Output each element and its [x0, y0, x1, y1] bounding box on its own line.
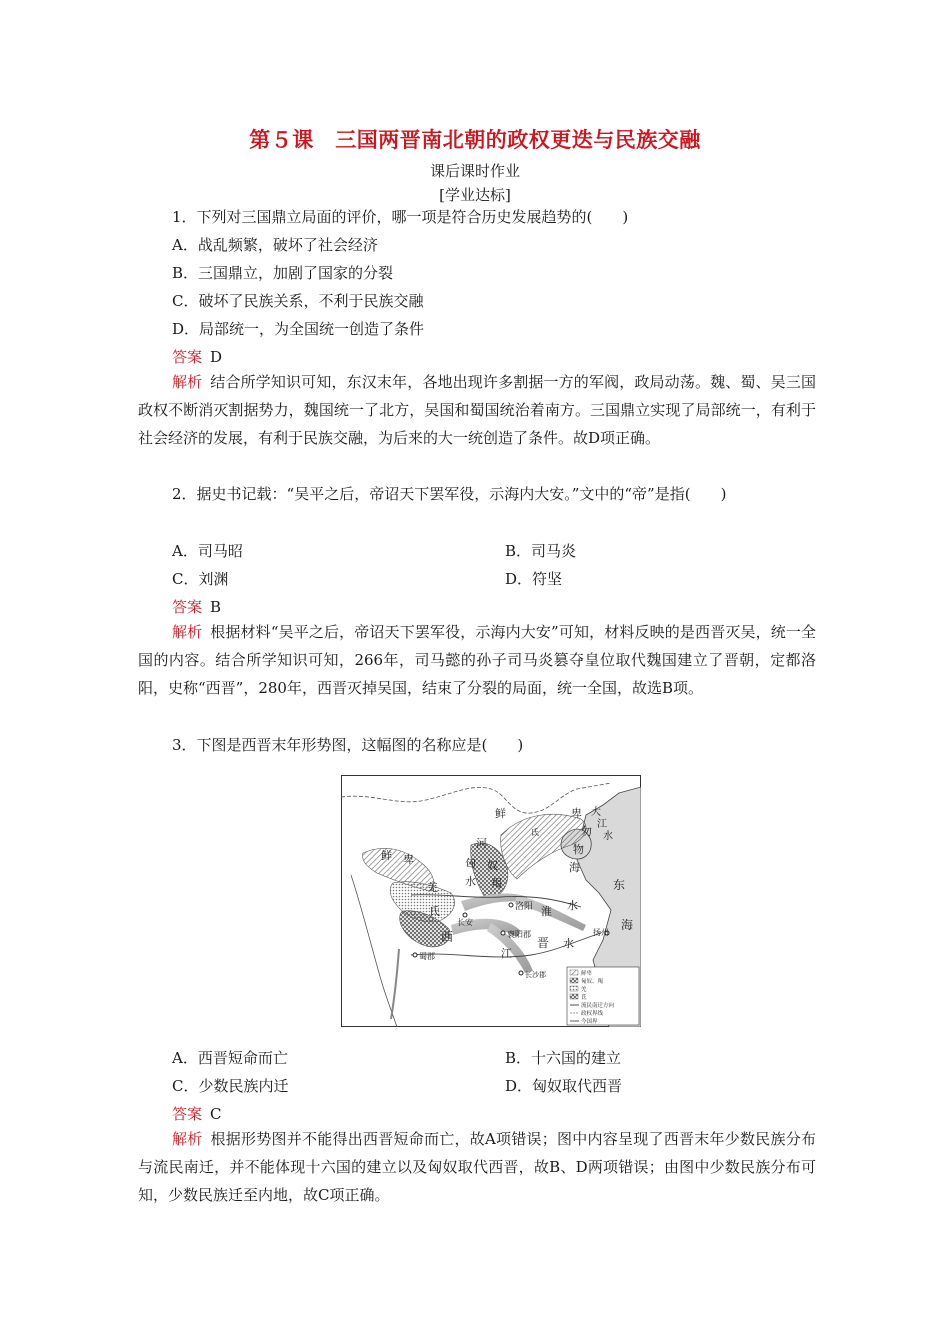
map-label: 蜀郡 [419, 952, 435, 961]
legend-swatch [570, 986, 578, 991]
question-2-stem: 2．据史书记载：“吴平之后，帝诏天下罢军役，示海内大安。”文中的“帝”是指( ) [172, 485, 727, 503]
question-2-answer [172, 597, 221, 617]
legend-label: 羌 [581, 987, 587, 993]
map-label: 羯 [491, 877, 502, 890]
map-label: 水 [563, 937, 574, 950]
map-label: 卑 [571, 807, 582, 820]
question-3-option-d: D．匈奴取代西晋 [505, 1077, 623, 1095]
analysis-label: 解析 [172, 623, 203, 641]
legend-swatch [570, 994, 578, 999]
question-2-option-d: D．符坚 [505, 570, 563, 588]
map-label: 海 [569, 861, 580, 874]
changsha-marker [519, 971, 523, 975]
question-3-option-c: C．少数民族内迁 [172, 1077, 289, 1095]
map-label: 匈 [465, 857, 476, 870]
map-label: 大 [591, 807, 601, 818]
legend-swatch [570, 970, 578, 975]
answer-label: 答案 [172, 1105, 203, 1123]
question-1-option-b: B．三国鼎立，加剧了国家的分裂 [172, 264, 394, 282]
analysis-label: 解析 [172, 1130, 203, 1148]
map-label: 卑 [403, 853, 414, 866]
map-label: 江 [597, 819, 607, 830]
map-label: 鲜 [381, 849, 392, 862]
legend-label: 匈奴、羯 [581, 979, 604, 985]
map-label: 水 [465, 875, 476, 888]
legend-label: 政权界线 [581, 1011, 604, 1017]
answer-value: C [210, 1105, 222, 1123]
question-2-option-a: A．司马昭 [172, 542, 243, 560]
question-3-option-b: B．十六国的建立 [505, 1049, 622, 1067]
page-title: 第５课 三国两晋南北朝的政权更迭与民族交融 [249, 128, 701, 152]
map-label: 江 [501, 947, 512, 960]
changan-marker [463, 913, 467, 917]
question-1-option-d: D．局部统一，为全国统一创造了条件 [172, 320, 425, 338]
map-label: 长沙郡 [525, 971, 546, 979]
question-1-analysis [138, 368, 816, 452]
page-subtitle: 课后课时作业 [429, 162, 520, 180]
map-legend [567, 967, 639, 1025]
map-label: 鲜 [495, 807, 506, 820]
map-label: 洛阳 [515, 902, 534, 912]
map-label: 长安 [457, 918, 473, 927]
map-label: 淮 [541, 905, 552, 918]
question-1-stem: 1．下列对三国鼎立局面的评价，哪一项是符合历史发展趋势的( ) [172, 208, 629, 226]
answer-value: B [210, 598, 222, 616]
map-label: 勿 [581, 825, 592, 838]
map-label: 水 [603, 831, 613, 842]
answer-label: 答案 [172, 598, 203, 616]
legend-label: 今国界 [581, 1019, 598, 1025]
legend-swatch [570, 978, 578, 983]
legend-label: 流民南迁方向 [581, 1003, 615, 1009]
map-label: 水 [567, 899, 578, 912]
question-3-analysis [138, 1125, 816, 1209]
map-label: 氐 [531, 828, 539, 837]
map-label: 襄阳郡 [507, 930, 531, 939]
analysis-label: 解析 [172, 373, 203, 391]
question-3-option-a: A．西晋短命而亡 [172, 1049, 288, 1067]
xiangyang-marker [501, 931, 505, 935]
legend-label: 鲜卑 [581, 971, 593, 977]
question-2-option-b: B．司马炎 [505, 542, 577, 560]
question-3-answer [172, 1104, 222, 1124]
question-2-analysis [138, 618, 816, 702]
question-3-stem: 3．下图是西晋末年形势图，这幅图的名称应是( ) [172, 736, 524, 754]
map-label: 海 [621, 918, 634, 932]
question-1-answer [172, 347, 222, 367]
answer-value: D [210, 348, 223, 366]
answer-label: 答案 [172, 348, 203, 366]
map-label: 东 [613, 878, 626, 892]
map-label: 扬州 [593, 928, 609, 937]
analysis-text: 根据材料“吴平之后，帝诏天下罢军役，示海内大安”可知，材料反映的是西晋灭吴，统一全国的内容。结合所学知识可知，266年，司马懿的孙子司马炎篡夺皇位取代魏国建立了晋朝，定都洛阳，史称“西晋”，280年，西晋灭掉吴国，结束了分裂的局面，统一全国，故选B项。 [138, 623, 816, 697]
map-label: 氐 [429, 905, 440, 918]
map-label: 奴 [487, 859, 498, 872]
section-heading: [学业达标] [439, 186, 511, 204]
western-jin-situation-map [341, 775, 641, 1027]
question-1-option-a: A．战乱频繁，破坏了社会经济 [172, 236, 378, 254]
map-label: 物 [573, 843, 584, 856]
map-label: 河 [476, 837, 487, 850]
legend-label: 氐 [581, 995, 587, 1001]
question-1-option-c: C．破坏了民族关系，不利于民族交融 [172, 292, 424, 310]
luoyang-marker [509, 903, 513, 907]
shujun-marker [413, 953, 417, 957]
map-label: 晋 [537, 936, 550, 950]
question-2-option-c: C．刘渊 [172, 570, 229, 588]
analysis-text: 根据形势图并不能得出西晋短命而亡，故A项错误；图中内容呈现了西晋末年少数民族分布与流民南迁，并不能体现十六国的建立以及匈奴取代西晋，故B、D两项错误；由图中少数民族分布可知，少数民族迁至内地，故C项正确。 [138, 1130, 816, 1204]
analysis-text: 结合所学知识可知，东汉末年，各地出现许多割据一方的军阀，政局动荡。魏、蜀、吴三国政权不断消灭割据势力，魏国统一了北方，吴国和蜀国统治着南方。三国鼎立实现了局部统一，有利于社会经济的发展，有利于民族交融，为后来的大一统创造了条件。故D项正确。 [138, 373, 816, 447]
map-label: 西 [441, 930, 454, 944]
map-label: 羌 [427, 881, 438, 894]
